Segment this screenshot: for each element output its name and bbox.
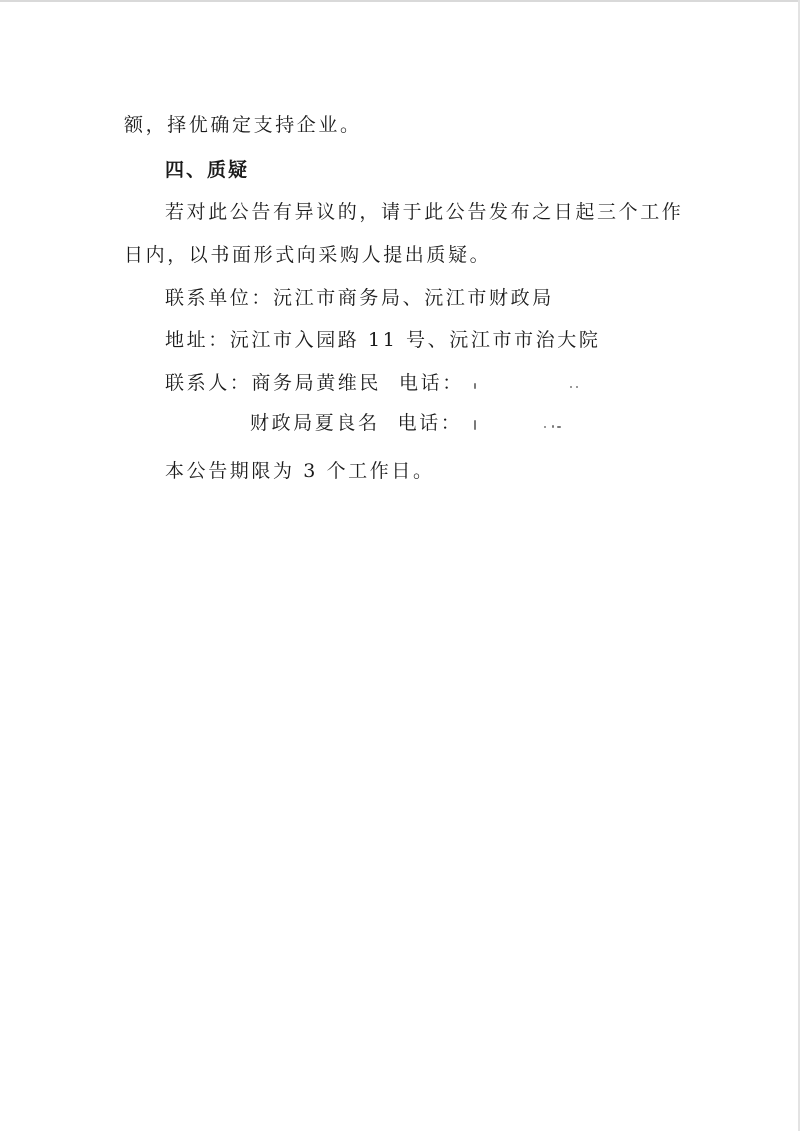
contact-person-commerce-name: 联系人：商务局黄维民 [165,372,382,394]
contact-address: 地址：沅江市入园路 11 号、沅江市市治大院 [165,329,601,351]
contact-units: 联系单位：沅江市商务局、沅江市财政局 [165,287,554,309]
contact-person-commerce [165,371,582,395]
page-border-top [0,0,800,2]
redacted-phone-commerce [470,374,582,394]
notice-period: 本公告期限为 3 个工作日。 [165,460,435,482]
section-heading-objection: 四、质疑 [165,159,250,181]
redacted-phone-finance [468,414,580,434]
contact-person-finance-name: 财政局夏良名 [250,412,380,434]
contact-person-finance [250,411,580,435]
objection-paragraph-line-2: 日内，以书面形式向采购人提出质疑。 [124,244,492,266]
phone-label-commerce: 电话： [399,372,464,394]
objection-paragraph-line-1: 若对此公告有异议的，请于此公告发布之日起三个工作 [165,201,684,223]
phone-label-finance: 电话： [397,412,463,434]
paragraph-continuation: 额，择优确定支持企业。 [124,114,362,136]
